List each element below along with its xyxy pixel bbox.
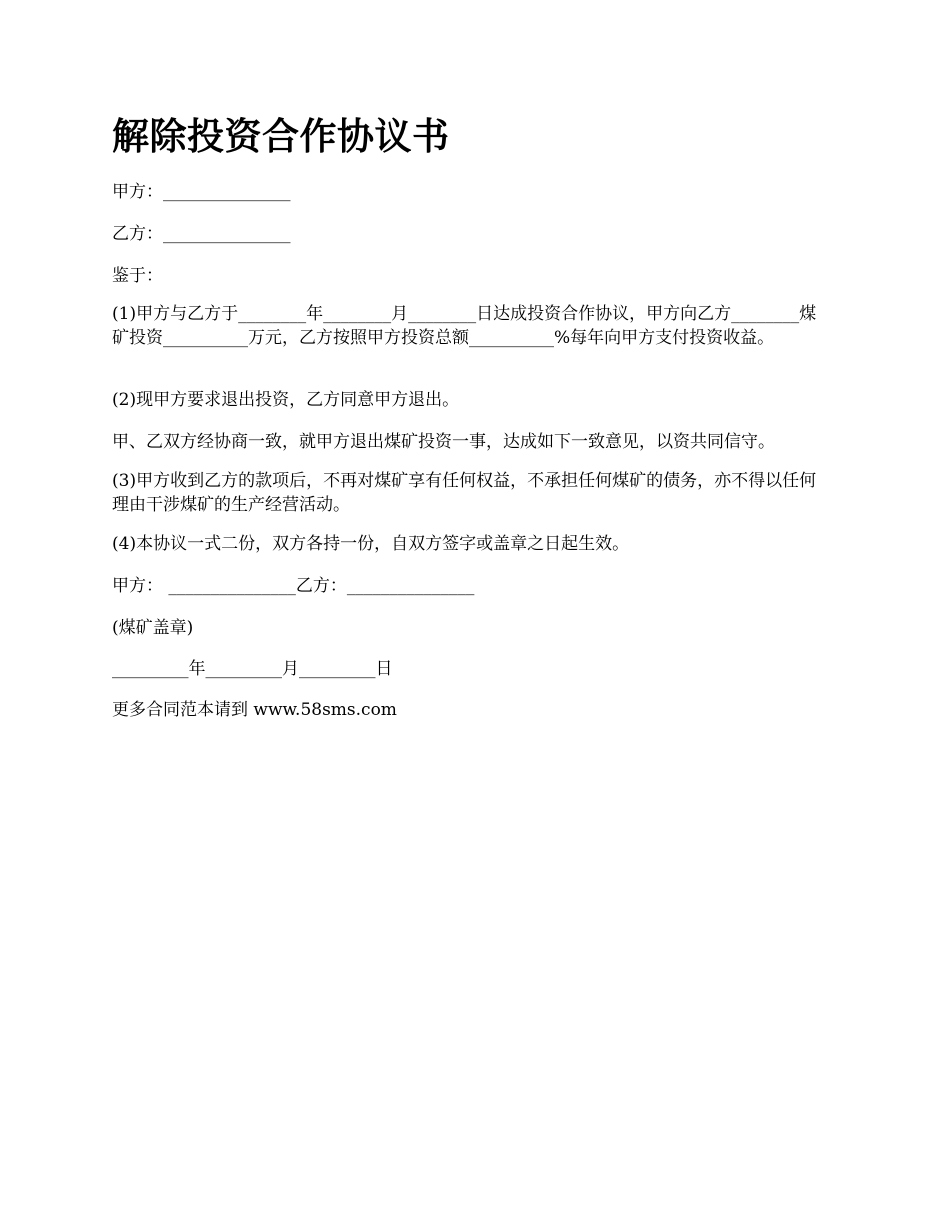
footer-link-text: 更多合同范本请到 www.58sms.com: [112, 700, 397, 720]
clause-2: (2)现甲方要求退出投资，乙方同意甲方退出。: [112, 390, 460, 410]
party-a-line: 甲方：_______________: [112, 182, 291, 202]
whereas-heading: 鉴于：: [112, 266, 163, 286]
party-b-line: 乙方：_______________: [112, 224, 291, 244]
date-line: _________年_________月_________日: [112, 659, 393, 679]
document-title: 解除投资合作协议书: [112, 114, 450, 158]
clause-4: (4)本协议一式二份，双方各持一份，自双方签字或盖章之日起生效。: [112, 534, 630, 554]
clause-3: (3)甲方收到乙方的款项后，不再对煤矿享有任何权益，不承担任何煤矿的债务，亦不得以任何理由干涉煤矿的生产经营活动。: [112, 471, 817, 515]
clause-1: (1)甲方与乙方于________年________月________日达成投资合作协议，甲方向乙方________煤矿投资__________万元，乙方按照甲方投资总额__________%每年向甲方支付投资收益。: [112, 304, 817, 348]
seal-note: (煤矿盖章): [112, 618, 194, 638]
agreement-statement: 甲、乙双方经协商一致，就甲方退出煤矿投资一事，达成如下一致意见，以资共同信守。: [112, 432, 775, 452]
signature-line: 甲方： _______________乙方：_______________: [112, 576, 475, 596]
